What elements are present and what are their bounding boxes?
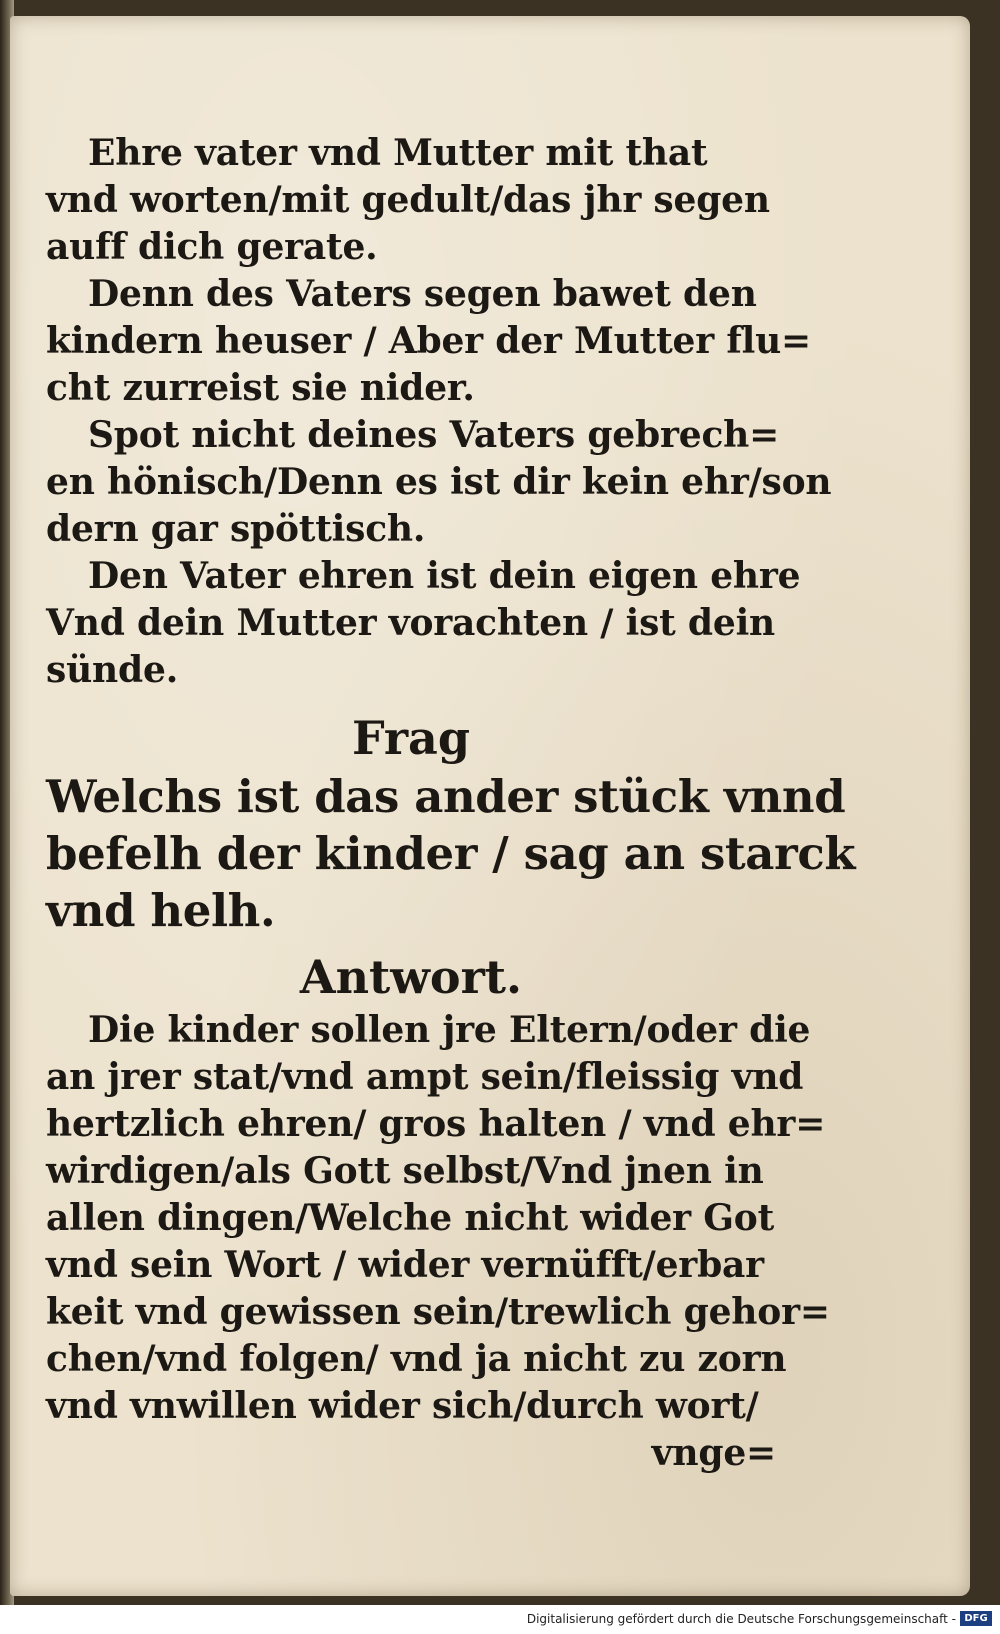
text-line: dern gar spöttisch. [46,508,426,550]
answer-line: vnd sein Wort / wider vernüfft/erbar [46,1244,764,1286]
book-page [10,16,970,1596]
funding-credit: Digitalisierung gefördert durch die Deutsche Forschungsgemeinschaft - [526,1612,956,1626]
answer-line: Die kinder sollen jre Eltern/oder die [88,1009,811,1051]
answer-line: allen dingen/Welche nicht wider Got [46,1197,775,1239]
question-line: Welchs ist das ander stück vnnd [46,770,846,823]
paragraph-2 [46,271,812,412]
question-text [46,768,856,939]
question-line: befelh der kinder / sag an starck [46,827,856,880]
page-text [46,130,856,1477]
text-line: Spot nicht deines Vaters gebrech= [88,414,780,456]
text-line: Ehre vater vnd Mutter mit that [88,132,708,174]
answer-line: vnd vnwillen wider sich/durch wort/ [46,1385,759,1427]
text-line: vnd worten/mit gedult/das jhr segen [46,179,770,221]
text-line: cht zurreist sie nider. [46,367,475,409]
catchword: vnge= [651,1432,776,1474]
question-line: vnd helh. [46,884,276,937]
text-line: Vnd dein Mutter vorachten / ist dein [46,602,776,644]
text-line: auff dich gerate. [46,226,378,268]
text-line: Denn des Vaters segen bawet den [88,273,757,315]
text-line: kindern heuser / Aber der Mutter flu= [46,320,812,362]
answer-line: wirdigen/als Gott selbst/Vnd jnen in [46,1150,764,1192]
text-line: en hönisch/Denn es ist dir kein ehr/son [46,461,832,503]
text-line: sünde. [46,649,179,691]
paragraph-4 [46,553,801,694]
question-heading: Frag [351,711,471,765]
answer-line: chen/vnd folgen/ vnd ja nicht zu zorn [46,1338,787,1380]
text-line: Den Vater ehren ist dein eigen ehre [88,555,801,597]
answer-line: an jrer stat/vnd ampt sein/fleissig vnd [46,1056,804,1098]
paragraph-3 [46,412,832,553]
dfg-logo-icon: DFG [960,1611,992,1626]
answer-line: hertzlich ehren/ gros halten / vnd ehr= [46,1103,826,1145]
answer-heading: Antwort. [299,950,523,1004]
answer-text [46,1007,830,1430]
answer-line: keit vnd gewissen sein/trewlich gehor= [46,1291,830,1333]
paragraph-1 [46,130,776,271]
